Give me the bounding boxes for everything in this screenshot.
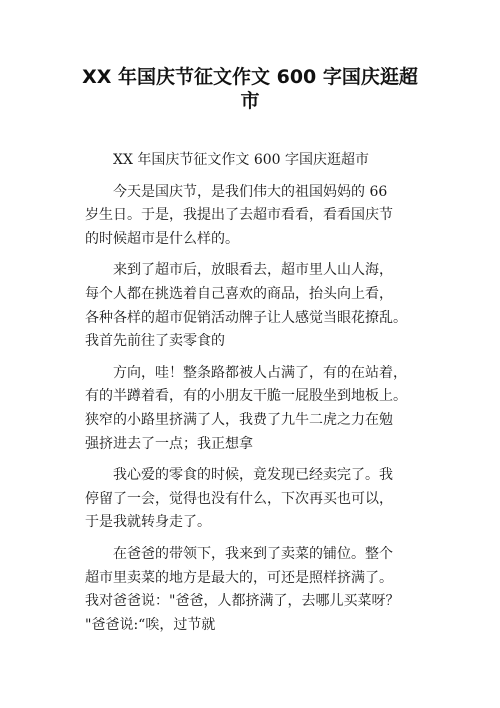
paragraph-line: 我心爱的零食的时候，竟发现已经卖完了。我 <box>113 467 393 484</box>
paragraph-line: 我首先前往了卖零食的 <box>85 333 225 350</box>
title-line: 市 <box>240 89 260 112</box>
paragraph-line: 超市里卖菜的地方是最大的，可还是照样挤满了。 <box>85 569 393 586</box>
paragraph-line: 每个人都在挑选着自己喜欢的商品，抬头向上看， <box>85 285 393 302</box>
paragraph-line: 有的半蹲着看，有的小朋友干脆一屁股坐到地板上。 <box>85 388 407 405</box>
paragraph-line: 今天是国庆节，是我们伟大的祖国妈妈的 66 <box>113 183 388 200</box>
paragraph <box>85 362 437 456</box>
paragraph-line: 我对爸爸说："爸爸，人都挤满了，去哪儿买菜呀？ <box>85 593 400 610</box>
paragraph-line: 在爸爸的带领下，我来到了卖菜的铺位。整个 <box>113 545 393 562</box>
paragraph <box>85 543 437 637</box>
paragraph <box>85 464 437 535</box>
paragraph <box>85 259 437 353</box>
paragraph-line: 强挤进去了一点；我正想拿 <box>85 435 253 452</box>
paragraph <box>85 181 437 252</box>
document-body <box>85 149 437 645</box>
paragraph-line: 岁生日。于是，我提出了去超市看看，看看国庆节 <box>85 207 393 224</box>
paragraph-line: 来到了超市后，放眼看去，超市里人山人海， <box>113 262 393 279</box>
paragraph-line: 停留了一会，觉得也没有什么，下次再买也可以， <box>85 490 393 507</box>
paragraph-line: 方向，哇！整条路都被人占满了，有的在站着， <box>113 364 407 381</box>
paragraph-line: 狭窄的小路里挤满了人，我费了九牛二虎之力在勉 <box>85 411 393 428</box>
paragraph-line: XX 年国庆节征文作文 600 字国庆逛超市 <box>113 152 370 168</box>
paragraph-line: 于是我就转身走了。 <box>85 514 211 531</box>
paragraph-line: 的时候超市是什么样的。 <box>85 230 239 247</box>
paragraph-line: "爸爸说:“唉，过节就 <box>85 616 216 633</box>
paragraph <box>85 149 437 173</box>
paragraph-line: 各种各样的超市促销活动牌子让人感觉当眼花撩乱。 <box>85 309 407 326</box>
title-line: XX 年国庆节征文作文 600 字国庆逛超 <box>82 66 418 88</box>
document-title <box>60 64 440 111</box>
